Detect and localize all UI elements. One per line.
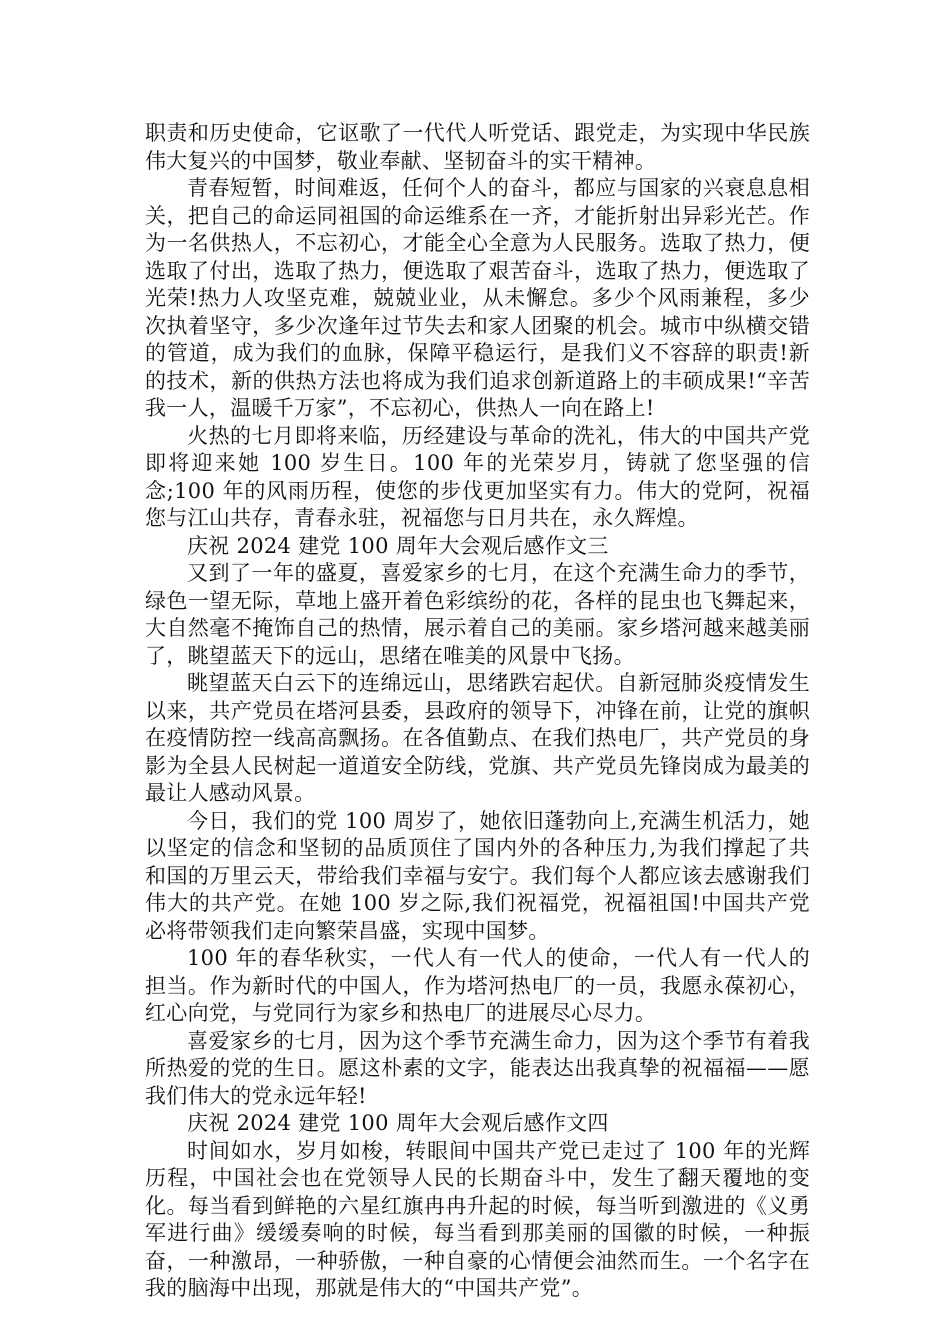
paragraph: 100 年的春华秋实，一代人有一代人的使命，一代人有一代人的担当。作为新时代的中国人，作为塔河热电厂的一员，我愿永葆初心，红心向党，与党同行为家乡和热电厂的进展尽心尽力。: [145, 946, 810, 1025]
paragraph: 又到了一年的盛夏，喜爱家乡的七月，在这个充满生命力的季节，绿色一望无际，草地上盛开着色彩缤纷的花，各样的昆虫也飞舞起来，大自然毫不掩饰自己的热情，展示着自己的美丽。家乡塔河越来越美丽了，眺望蓝天下的远山，思绪在唯美的风景中飞扬。: [145, 561, 810, 668]
paragraph: 喜爱家乡的七月，因为这个季节充满生命力，因为这个季节有着我所热爱的党的生日。愿这朴素的文字，能表达出我真挚的祝福福——愿我们伟大的党永远年轻!: [145, 1028, 810, 1108]
paragraph: 青春短暂，时间难返，任何个人的奋斗，都应与国家的兴衰息息相关，把自己的命运同祖国的命运维系在一齐，才能折射出异彩光芒。作为一名供热人，不忘初心，才能全心全意为人民服务。选取了热力，便选取了付出，选取了热力，便选取了艰苦奋斗，选取了热力，便选取了光荣!热力人攻坚克难，兢兢业业，从未懈怠。多少个风雨兼程，多少次执着坚守，多少次逢年过节失去和家人团聚的机会。城市中纵横交错的管道，成为我们的血脉，保障平稳运行，是我们义不容辞的职责!新的技术，新的供热方法也将成为我们追求创新道路上的丰硕成果!“辛苦我一人，温暖千万家”，不忘初心，供热人一向在路上!: [145, 176, 810, 420]
section-heading: 庆祝 2024 建党 100 周年大会观后感作文四: [187, 1111, 609, 1135]
paragraph: 职责和历史使命，它讴歌了一代代人听党话、跟党走，为实现中华民族伟大复兴的中国梦，敬业奉献、坚韧奋斗的实干精神。: [145, 121, 810, 173]
document-page: [145, 120, 810, 1303]
paragraph: 眺望蓝天白云下的连绵远山，思绪跌宕起伏。自新冠肺炎疫情发生以来，共产党员在塔河县委，县政府的领导下，冲锋在前，让党的旗帜在疫情防控一线高高飘扬。在各值勤点、在我们热电厂，共产党员的身影为全县人民树起一道道安全防线，党旗、共产党员先锋岗成为最美的最让人感动风景。: [145, 671, 810, 805]
paragraph: 火热的七月即将来临，历经建设与革命的洗礼，伟大的中国共产党即将迎来她 100 岁生日。100 年的光荣岁月，铸就了您坚强的信念;100 年的风雨历程，使您的步伐更加坚实有力。伟大的党阿，祝福您与江山共存，青春永驻，祝福您与日月共在，永久辉煌。: [145, 423, 810, 530]
paragraph: 时间如水，岁月如梭，转眼间中国共产党已走过了 100 年的光辉历程，中国社会也在党领导人民的长期奋斗中，发生了翻天覆地的变化。每当看到鲜艳的六星红旗冉冉升起的时候，每当听到激进的《义勇军进行曲》缓缓奏响的时候，每当看到那美丽的国徽的时候，一种振奋，一种激昂，一种骄傲，一种自豪的心情便会油然而生。一个名字在我的脑海中出现，那就是伟大的“中国共产党”。: [145, 1138, 810, 1300]
section-heading: 庆祝 2024 建党 100 周年大会观后感作文三: [187, 533, 609, 558]
paragraph: 今日，我们的党 100 周岁了，她依旧蓬勃向上,充满生机活力，她以坚定的信念和坚韧的品质顶住了国内外的各种压力,为我们撑起了共和国的万里云天，带给我们幸福与安宁。我们每个人都应该去感谢我们伟大的共产党。在她 100 岁之际,我们祝福党，祝福祖国!中国共产党必将带领我们走向繁荣昌盛，实现中国梦。: [145, 808, 810, 943]
